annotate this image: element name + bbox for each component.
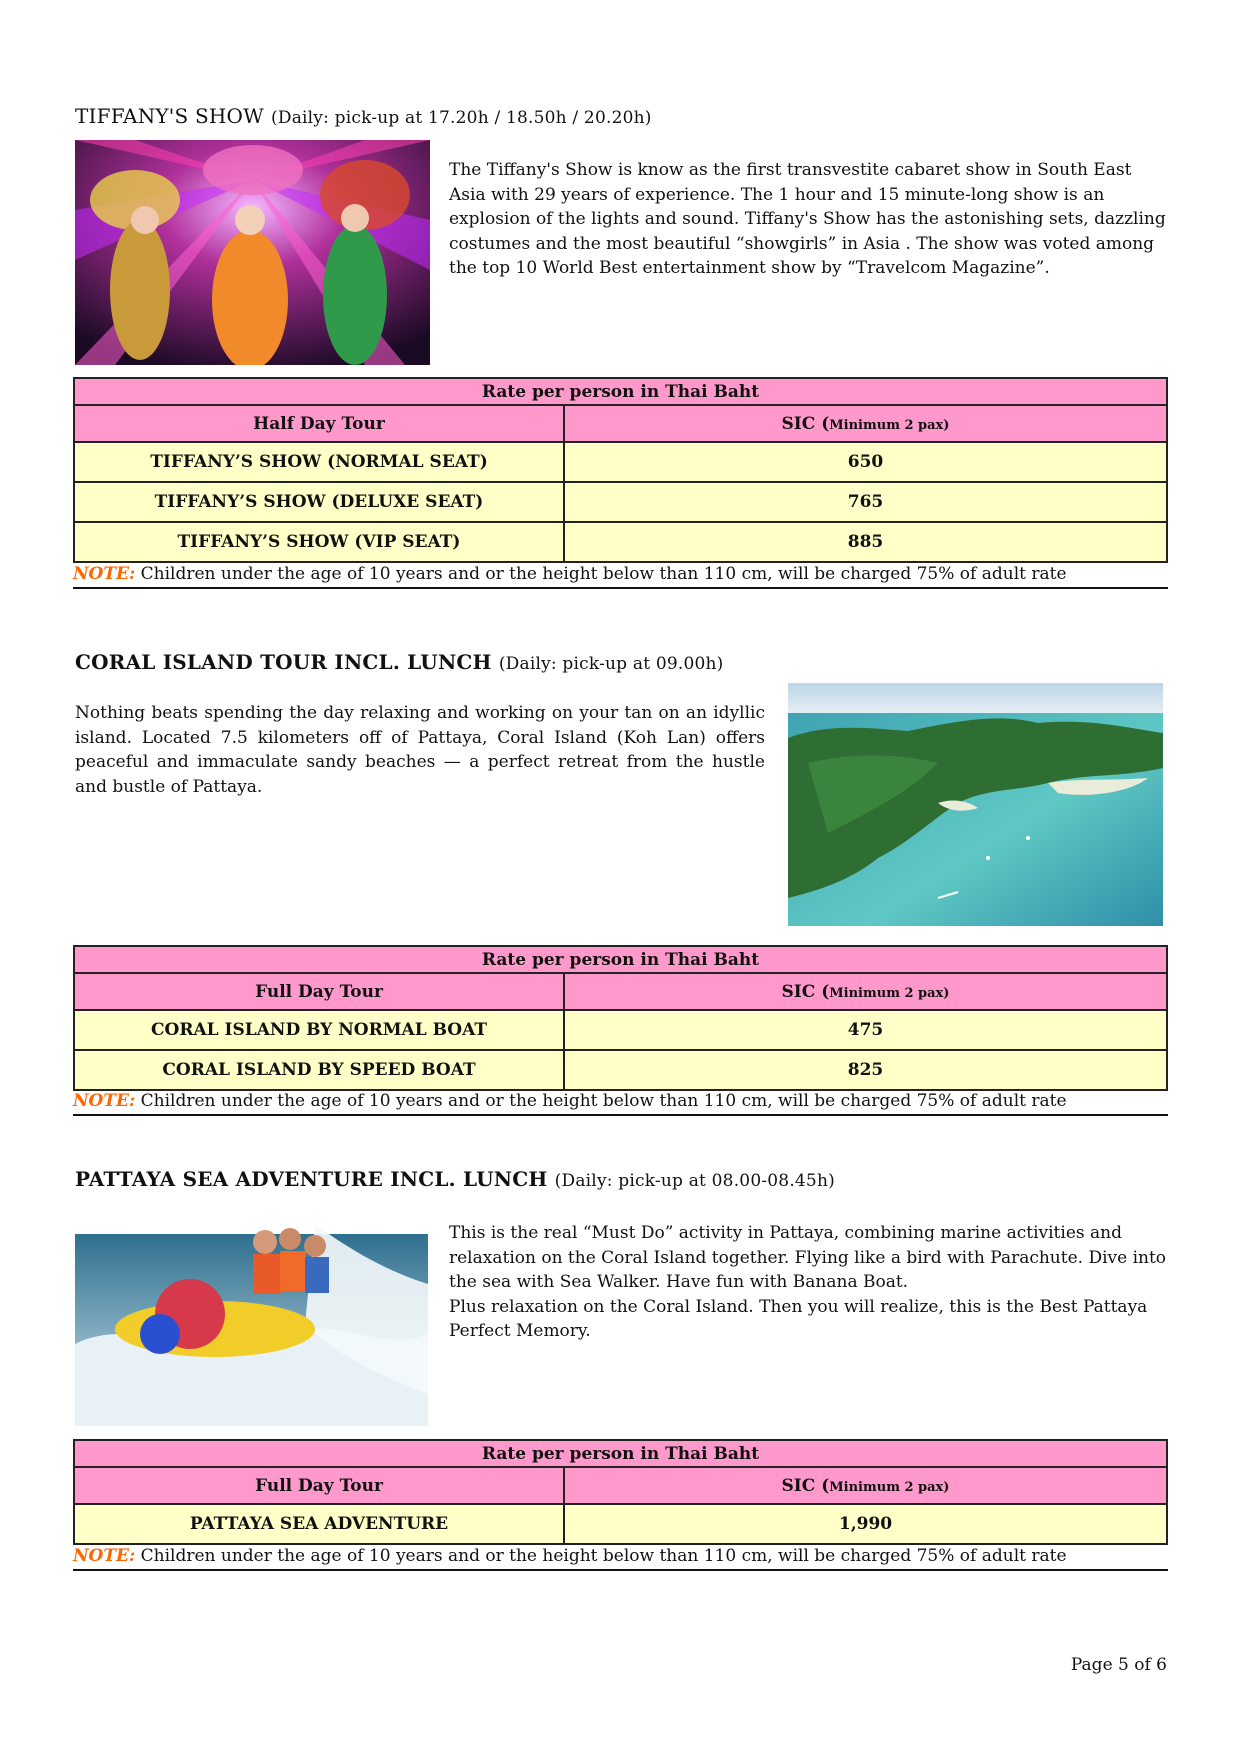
tour-price: 650: [564, 442, 1167, 482]
tour-name: CORAL ISLAND BY NORMAL BOAT: [74, 1010, 564, 1050]
sic-label: SIC (: [781, 981, 830, 1002]
tiffany-section: [75, 104, 1175, 128]
coral-photo: [788, 683, 1163, 926]
min-pax-label: Minimum 2 pax): [829, 1479, 950, 1495]
tiffany-col-sic: [564, 405, 1167, 442]
sea-col-sic: [564, 1467, 1167, 1504]
coral-schedule: (Daily: pick-up at 09.00h): [498, 654, 724, 674]
sea-description: [449, 1221, 1169, 1344]
sic-label: SIC (: [781, 413, 830, 434]
coral-note: [73, 1090, 1168, 1116]
sea-rate-table: [73, 1439, 1168, 1545]
tiffany-title-text: TIFFANY'S SHOW: [75, 104, 264, 128]
table-row: [74, 1010, 1167, 1050]
sea-section: [75, 1167, 1175, 1191]
note-label: NOTE:: [73, 1091, 136, 1111]
coral-col-tour: Full Day Tour: [74, 973, 564, 1010]
note-text: Children under the age of 10 years and or the height below than 110 cm, will be charged 75% of adult rate: [135, 564, 1067, 584]
note-label: NOTE:: [73, 1546, 136, 1566]
coral-title-text: CORAL ISLAND TOUR INCL. LUNCH: [75, 650, 492, 674]
tiffany-schedule: (Daily: pick-up at 17.20h / 18.50h / 20.20h): [271, 108, 652, 128]
sea-description-text: This is the real “Must Do” activity in Pattaya, combining marine activities and relaxation on the Coral Island together. Flying like a bird with Parachute. Dive into the sea with Sea Walker. Have fun with Banana Boat.: [449, 1223, 1167, 1292]
tour-name: CORAL ISLAND BY SPEED BOAT: [74, 1050, 564, 1090]
coral-title: [75, 650, 1175, 674]
min-pax-label: Minimum 2 pax): [829, 985, 950, 1001]
sea-note: [73, 1545, 1168, 1571]
tour-name: TIFFANY’S SHOW (NORMAL SEAT): [74, 442, 564, 482]
coral-table-caption: Rate per person in Thai Baht: [74, 946, 1167, 973]
tiffany-photo: [75, 140, 430, 365]
table-row: [74, 482, 1167, 522]
tiffany-col-tour: Half Day Tour: [74, 405, 564, 442]
coral-rate-table: [73, 945, 1168, 1091]
tour-name: TIFFANY’S SHOW (VIP SEAT): [74, 522, 564, 562]
tour-name: PATTAYA SEA ADVENTURE: [74, 1504, 564, 1544]
coral-section: [75, 650, 1175, 674]
sea-title-text: PATTAYA SEA ADVENTURE INCL. LUNCH: [75, 1167, 548, 1191]
coral-description: Nothing beats spending the day relaxing and working on your tan on an idyllic island. Located 7.5 kilometers off of Pattaya, Coral Island (Koh Lan) offers peaceful and immaculate sandy beaches — a perfect retreat from the hustle and bustle of Pattaya.: [75, 703, 765, 797]
tour-price: 885: [564, 522, 1167, 562]
coral-col-sic: [564, 973, 1167, 1010]
tiffany-title: [75, 104, 1175, 128]
note-label: NOTE:: [73, 564, 136, 584]
sea-col-tour: Full Day Tour: [74, 1467, 564, 1504]
tiffany-rate-table: [73, 377, 1168, 563]
table-row: [74, 1050, 1167, 1090]
min-pax-label: Minimum 2 pax): [829, 417, 950, 433]
tiffany-note: [73, 563, 1168, 589]
tour-price: 825: [564, 1050, 1167, 1090]
tour-price: 765: [564, 482, 1167, 522]
tiffany-description: The Tiffany's Show is know as the first transvestite cabaret show in South East Asia with 29 years of experience. The 1 hour and 15 minute-long show is an explosion of the lights and sound. Tiffany's Show has the astonishing sets, dazzling costumes and the most beautiful “showgirls” in Asia . The show was voted among the top 10 World Best entertainment show by “Travelcom Magazine”.: [449, 160, 1166, 278]
tour-price: 475: [564, 1010, 1167, 1050]
table-row: [74, 1504, 1167, 1544]
sea-table-caption: Rate per person in Thai Baht: [74, 1440, 1167, 1467]
page-number: Page 5 of 6: [1070, 1655, 1167, 1675]
note-text: Children under the age of 10 years and or the height below than 110 cm, will be charged 75% of adult rate: [135, 1546, 1067, 1566]
table-row: [74, 522, 1167, 562]
sea-title: [75, 1167, 1175, 1191]
sea-description-text-2: Plus relaxation on the Coral Island. Then you will realize, this is the Best Pattaya Perfect Memory.: [449, 1296, 1148, 1341]
sea-photo: [75, 1194, 428, 1426]
tiffany-table-caption: Rate per person in Thai Baht: [74, 378, 1167, 405]
table-row: [74, 442, 1167, 482]
tour-name: TIFFANY’S SHOW (DELUXE SEAT): [74, 482, 564, 522]
sea-schedule: (Daily: pick-up at 08.00-08.45h): [554, 1171, 835, 1191]
tour-price: 1,990: [564, 1504, 1167, 1544]
note-text: Children under the age of 10 years and or the height below than 110 cm, will be charged 75% of adult rate: [135, 1091, 1067, 1111]
sic-label: SIC (: [781, 1475, 830, 1496]
